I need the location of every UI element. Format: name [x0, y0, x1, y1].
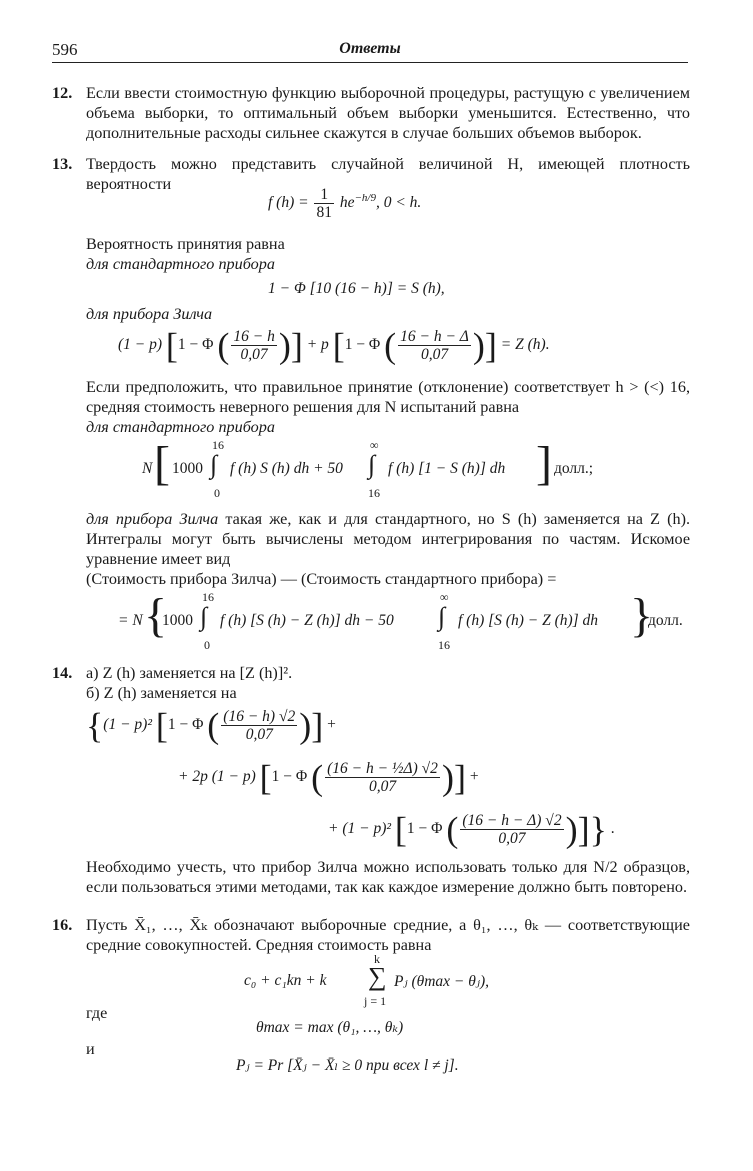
- item-12-number: 12.: [52, 84, 73, 102]
- standard-cost-formula: N [ 1000 ∫ 16 0 f (h) S (h) dh + 50 ∫ ∞ 16 f (h) [1 − S (h)] dh ] долл.;: [142, 437, 594, 500]
- acceptance-text: Вероятность принятия равна: [86, 235, 285, 253]
- zilch-device-label: для прибора Зилча: [86, 305, 213, 323]
- item-14-formula-line-3: + (1 − p)² [1 − Φ ( $\frac{(16 - h - \Delta) √2}{0,07}$ )]} .: [328, 809, 615, 850]
- page-number: 596: [52, 40, 78, 59]
- item-14-note: Необходимо учесть, что прибор Зилча можно использовать только для N/2 образцов, если пользоваться этими методами, так как каждое измерение должно быть повторено.: [86, 858, 690, 896]
- zilch-cost-text: для прибора Зилча такая же, как и для стандартного, но S (h) заменяется на Z (h). Интегралы могут быть вычислены методом интегрирования по частям. Искомое уравнение имеет вид: [86, 510, 691, 568]
- item-13-number: 13.: [52, 155, 73, 173]
- where-word: где: [86, 1004, 108, 1022]
- theta-max-formula: θmax = max (θ₁, …, θₖ): [256, 1019, 404, 1036]
- item-16-number: 16.: [52, 916, 73, 934]
- item-14-formula-line-2: + 2p (1 − p) [1 − Φ ( $\frac{\text{(16 − h − ½Δ) √2}}{0,07}$ )] +: [178, 757, 479, 798]
- item-12-text: Если ввести стоимостную функцию выборочной процедуры, растущую с увеличением объема выборки, то оптимальный объем выборки уменьшится. Естественно, что дополнительные расходы сильнее скажутся в случае больших объемов выборок.: [86, 84, 690, 142]
- item-14-formula-line-1: {(1 − p)² [1 − Φ ( $\frac{(16 - h) √2}{0,07}$ )] +: [86, 705, 336, 746]
- standard-device-label: для стандартного прибора: [86, 255, 275, 273]
- item-16-text: Пусть X̄₁, …, X̄ₖ обозначают выборочные средние, а θ₁, …, θₖ — соответствующие средние совокупностей. Средняя стоимость равна: [86, 916, 690, 954]
- standard-formula: 1 − Φ [10 (16 − h)] = S (h),: [268, 280, 445, 297]
- average-cost-formula: c₀ + c₁kn + k k ∑ j = 1 Pⱼ (θmax − θⱼ),: [244, 952, 489, 1008]
- item-13-intro: Твердость можно представить случайной величиной H, имеющей плотность вероятности: [86, 155, 690, 193]
- item-14-part-b: б) Z (h) заменяется на: [86, 684, 237, 702]
- equation-line-2: = N { 1000 ∫ 16 0 f (h) [S (h) − Z (h)] dh − 50 ∫ ∞ 16 f (h) [S (h) − Z (h)] dh } долл.: [118, 589, 683, 652]
- running-title: Ответы: [339, 40, 401, 57]
- page-header: [52, 38, 688, 62]
- item-14-part-a: а) Z (h) заменяется на [Z (h)]².: [86, 664, 293, 682]
- assumption-text: Если предположить, что правильное принятие (отклонение) соответствует h > (<) 16, средняя стоимость неверного решения для N испытаний равна: [86, 378, 690, 416]
- equation-line-1: (Стоимость прибора Зилча) — (Стоимость стандартного прибора) =: [86, 570, 557, 588]
- probability-formula: Pⱼ = Pr [X̄ⱼ − X̄ₗ ≥ 0 при всех l ≠ j].: [236, 1057, 459, 1074]
- density-formula: f (h) = $\frac{1}{81}$ $he^{-h/9}$, 0 < h.: [268, 186, 422, 221]
- item-14-number: 14.: [52, 664, 73, 682]
- zilch-formula: (1 − p) [1 − Φ ( $\frac{16 - h}{0,07}$ )] + p [1 − Φ ( $\frac{16 - h - \Delta}{0,07}$ )] = Z (h).: [118, 325, 550, 366]
- density-fraction: $\frac{1}{81}$: [316, 186, 332, 221]
- standard-device-label-2: для стандартного прибора: [86, 418, 275, 436]
- and-word: и: [86, 1040, 95, 1058]
- header-rule: [52, 62, 688, 63]
